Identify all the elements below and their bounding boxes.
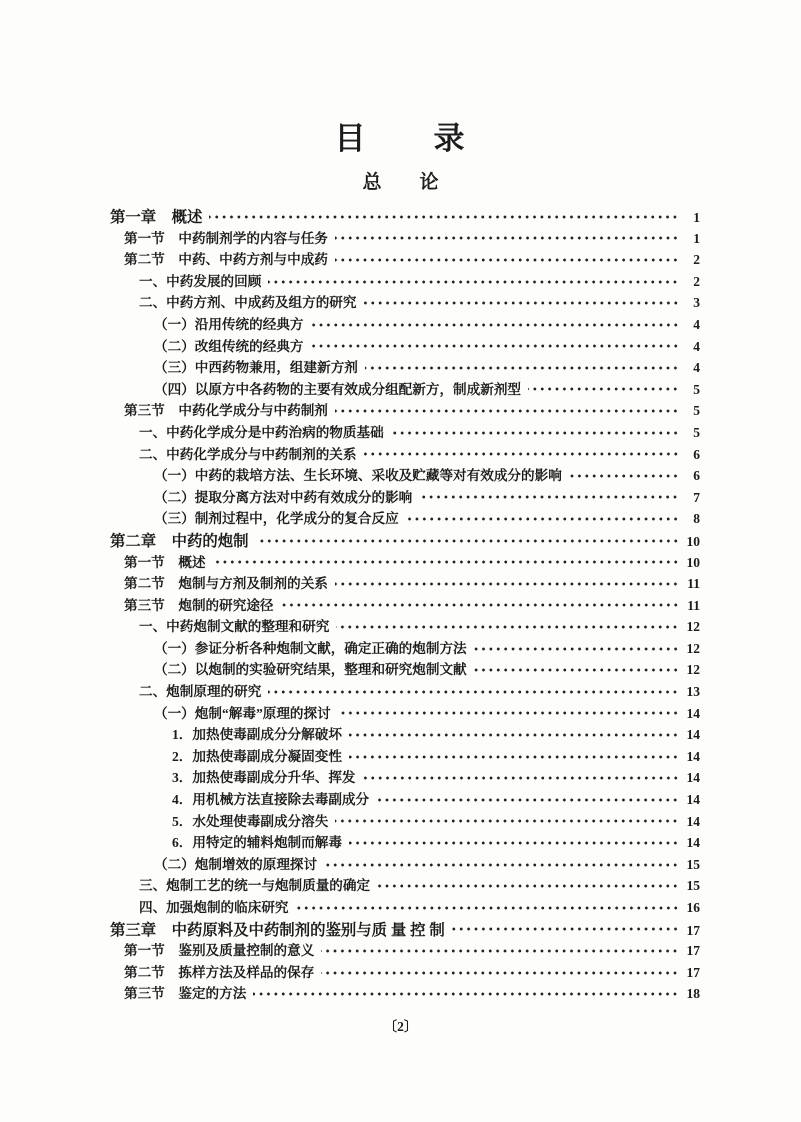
dot-leader (335, 399, 679, 421)
toc-entry (110, 205, 700, 227)
toc-entry-text: 第二章 中药的炮制 (110, 532, 249, 550)
toc-entry-text: （三）制剂过程中，化学成分的复合反应 (154, 511, 399, 527)
toc-page-number: 5 (693, 381, 700, 397)
toc-list (110, 205, 700, 1004)
toc-entry (110, 399, 700, 421)
toc-entry-text: （一）沿用传统的经典方 (154, 316, 304, 332)
toc-entry-text: （三）中西药物兼用，组建新方剂 (154, 360, 358, 376)
toc-page-number: 4 (693, 316, 700, 332)
toc-entry (110, 680, 700, 702)
dot-leader (335, 572, 679, 594)
dot-leader (268, 270, 679, 292)
toc-entry (110, 982, 700, 1004)
toc-entry (110, 551, 700, 573)
dot-leader (391, 421, 679, 443)
toc-entry (110, 939, 700, 961)
toc-page-number: 12 (686, 619, 700, 635)
dot-leader (338, 702, 679, 724)
dot-leader (419, 486, 679, 508)
toc-entry-text: 5．水处理使毒副成分溶失 (172, 813, 329, 829)
dot-leader (335, 248, 679, 270)
dot-leader (528, 378, 679, 400)
dot-leader (349, 723, 679, 745)
toc-entry (110, 723, 700, 745)
toc-page-number: 11 (687, 597, 700, 613)
toc-entry-text: （一）炮制“解毒”原理的探讨 (154, 705, 331, 721)
toc-entry-text: 第三节 鉴定的方法 (124, 986, 247, 1002)
toc-entry (110, 766, 700, 788)
dot-leader (213, 551, 679, 573)
toc-entry (110, 378, 700, 400)
toc-entry-text: （二）改组传统的经典方 (154, 338, 304, 354)
toc-entry (110, 227, 700, 249)
toc-page-number: 7 (693, 489, 700, 505)
toc-entry (110, 918, 700, 940)
toc-entry (110, 896, 700, 918)
dot-leader (321, 961, 679, 983)
toc-entry-text: （四）以原方中各药物的主要有效成分组配新方，制成新剂型 (154, 381, 522, 397)
dot-leader (268, 680, 679, 702)
toc-entry-text: （一）中药的栽培方法、生长环境、采收及贮藏等对有效成分的影响 (154, 468, 562, 484)
toc-entry-text: 第一节 中药制剂学的内容与任务 (124, 230, 328, 246)
dot-leader (335, 227, 679, 249)
toc-entry (110, 335, 700, 357)
dot-leader (311, 335, 679, 357)
toc-entry-text: 第三节 炮制的研究途径 (124, 597, 274, 613)
dot-leader (349, 745, 679, 767)
toc-entry (110, 745, 700, 767)
toc-entry-text: 第三节 中药化学成分与中药制剂 (124, 403, 328, 419)
toc-entry (110, 853, 700, 875)
dot-leader (569, 464, 679, 486)
toc-page-number: 13 (686, 684, 700, 700)
dot-leader (296, 896, 679, 918)
toc-entry-text: （二）提取分离方法对中药有效成分的影响 (154, 489, 413, 505)
dot-leader (311, 313, 679, 335)
toc-page-number: 14 (686, 748, 700, 764)
toc-page-number: 6 (693, 446, 700, 462)
toc-page-number: 12 (686, 662, 700, 678)
toc-page-number: 14 (686, 727, 700, 743)
toc-entry (110, 443, 700, 465)
toc-entry-text: 二、中药方剂、中成药及组方的研究 (139, 295, 357, 311)
toc-page-number: 17 (686, 943, 700, 959)
dot-leader (474, 658, 679, 680)
toc-entry (110, 291, 700, 313)
toc-page-number: 15 (686, 856, 700, 872)
dot-leader (324, 853, 679, 875)
toc-page-number: 16 (686, 900, 700, 915)
section-heading-general: 总 论 (362, 172, 439, 193)
toc-page-number: 10 (686, 554, 700, 570)
toc-entry (110, 637, 700, 659)
toc-page-number: 10 (686, 533, 700, 549)
dot-leader (364, 443, 680, 465)
toc-entry-text: 三、炮制工艺的统一与炮制质量的确定 (139, 878, 371, 894)
toc-page-number: 14 (686, 770, 700, 786)
toc-page-number: 18 (686, 986, 700, 1002)
toc-entry (110, 572, 700, 594)
toc-entry-text: 一、中药炮制文献的整理和研究 (139, 619, 330, 635)
toc-entry (110, 313, 700, 335)
page-title: 目 录 (334, 121, 467, 156)
toc-page-number: 14 (686, 792, 700, 808)
dot-leader (406, 507, 679, 529)
toc-page-number: 12 (686, 640, 700, 656)
dot-leader (377, 874, 679, 896)
toc-entry-text: 4．用机械方法直接除去毒副成分 (172, 792, 370, 808)
dot-leader (253, 982, 679, 1004)
toc-entry (110, 702, 700, 724)
page-number-footer: 〔2〕 (383, 1018, 418, 1034)
toc-entry (110, 874, 700, 896)
toc-page-number: 1 (693, 210, 700, 225)
toc-entry-text: 第二节 中药、中药方剂与中成药 (124, 252, 328, 268)
toc-entry-text: 第二节 拣样方法及样品的保存 (124, 964, 315, 980)
toc-entry-text: 第一节 鉴别及质量控制的意义 (124, 943, 315, 959)
toc-entry-text: 一、中药发展的回顾 (139, 273, 262, 289)
toc-entry (110, 594, 700, 616)
toc-entry-text: 二、炮制原理的研究 (139, 684, 262, 700)
toc-entry-text: 3．加热使毒副成分升华、挥发 (172, 770, 356, 786)
toc-page-number: 2 (693, 273, 700, 289)
dot-leader (349, 831, 679, 853)
toc-entry (110, 270, 700, 292)
dot-leader (365, 356, 679, 378)
dot-leader (336, 615, 679, 637)
dot-leader (363, 766, 679, 788)
toc-entry-text: 第一节 概述 (124, 554, 206, 570)
dot-leader (281, 594, 679, 616)
toc-entry-text: 第一章 概述 (110, 209, 203, 226)
dot-leader (452, 918, 679, 940)
toc-page-number: 3 (693, 295, 700, 311)
toc-entry (110, 507, 700, 529)
toc-entry-text: 二、中药化学成分与中药制剂的关系 (139, 446, 357, 462)
toc-entry (110, 961, 700, 983)
toc-page-number: 4 (693, 360, 700, 376)
dot-leader (335, 810, 679, 832)
dot-leader (321, 939, 679, 961)
toc-entry (110, 248, 700, 270)
toc-page-number: 2 (693, 252, 700, 268)
toc-entry (110, 421, 700, 443)
toc-page-number: 6 (693, 468, 700, 484)
toc-page-number: 17 (686, 964, 700, 980)
toc-entry-text: （二）炮制增效的原理探讨 (154, 856, 318, 872)
toc-entry-text: 四、加强炮制的临床研究 (139, 900, 289, 915)
toc-entry (110, 464, 700, 486)
dot-leader (474, 637, 679, 659)
toc-page-number: 5 (693, 424, 700, 440)
toc-entry (110, 788, 700, 810)
toc-page-number: 1 (693, 230, 700, 246)
toc-page-number: 14 (686, 705, 700, 721)
toc-page-number: 11 (687, 576, 700, 592)
dot-leader (209, 205, 679, 227)
toc-entry (110, 356, 700, 378)
toc-page-number: 4 (693, 338, 700, 354)
toc-page-number: 5 (693, 403, 700, 419)
toc-entry-text: 第二节 炮制与方剂及制剂的关系 (124, 576, 328, 592)
toc-entry-text: 2．加热使毒副成分凝固变性 (172, 748, 342, 764)
toc-entry-text: 1．加热使毒副成分分解破坏 (172, 727, 342, 743)
dot-leader (364, 291, 680, 313)
toc-entry-text: 一、中药化学成分是中药治病的物质基础 (139, 424, 384, 440)
dot-leader (256, 529, 679, 551)
toc-page-number: 8 (693, 511, 700, 527)
toc-entry-text: （一）参证分析各种炮制文献，确定正确的炮制方法 (154, 640, 467, 656)
toc-page-number: 15 (686, 878, 700, 894)
toc-entry-text: 第三章 中药原料及中药制剂的鉴别与质 量 控 制 (110, 921, 445, 939)
toc-entry (110, 486, 700, 508)
dot-leader (376, 788, 679, 810)
toc-entry-text: 6．用特定的辅料炮制而解毒 (172, 835, 342, 851)
toc-page-number: 14 (686, 813, 700, 829)
toc-page-number: 14 (686, 835, 700, 851)
toc-entry (110, 529, 700, 551)
toc-page-number: 17 (686, 922, 700, 938)
toc-entry (110, 831, 700, 853)
toc-entry-text: （二）以炮制的实验研究结果，整理和研究炮制文献 (154, 662, 467, 678)
toc-entry (110, 615, 700, 637)
toc-entry (110, 658, 700, 680)
toc-entry (110, 810, 700, 832)
